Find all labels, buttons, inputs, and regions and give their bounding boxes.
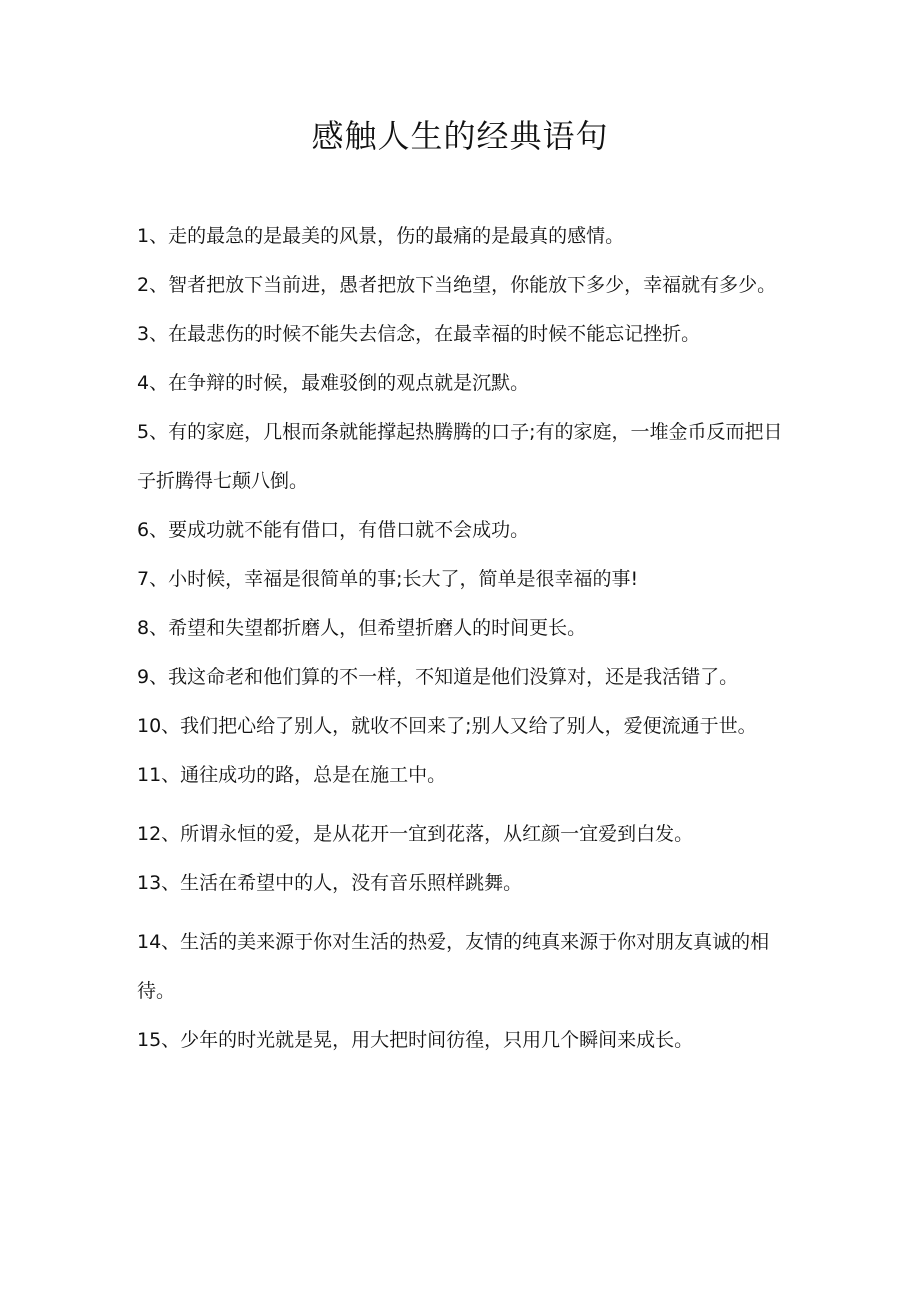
list-item: 2、智者把放下当前进，愚者把放下当绝望，你能放下多少，幸福就有多少。	[137, 274, 777, 296]
list-item: 7、小时候，幸福是很简单的事;长大了，简单是很幸福的事!	[137, 568, 639, 590]
list-item: 14、生活的美来源于你对生活的热爱，友情的纯真来源于你对朋友真诚的相待。	[137, 931, 770, 1002]
list-item: 5、有的家庭，几根而条就能撑起热腾腾的口子;有的家庭，一堆金币反而把日子折腾得七颠八倒。	[137, 421, 783, 492]
quote-list	[137, 212, 787, 1065]
list-item: 6、要成功就不能有借口，有借口就不会成功。	[137, 519, 530, 541]
list-item: 9、我这命老和他们算的不一样，不知道是他们没算对，还是我活错了。	[137, 666, 739, 688]
list-item: 10、我们把心给了别人，就收不回来了;别人又给了别人，爱便流通于世。	[137, 715, 757, 737]
list-item: 12、所谓永恒的爱，是从花开一宜到花落，从红颜一宜爱到白发。	[137, 823, 694, 845]
list-item: 13、生活在希望中的人，没有音乐照样跳舞。	[137, 872, 523, 894]
list-item: 3、在最悲伤的时候不能失去信念，在最幸福的时候不能忘记挫折。	[137, 323, 701, 345]
list-item: 15、少年的时光就是晃，用大把时间彷徨，只用几个瞬间来成长。	[137, 1029, 694, 1051]
list-item: 11、通往成功的路，总是在施工中。	[137, 764, 447, 786]
list-item: 4、在争辩的时候，最难驳倒的观点就是沉默。	[137, 372, 530, 394]
list-item: 1、走的最急的是最美的风景，伤的最痛的是最真的感情。	[137, 225, 625, 247]
list-item: 8、希望和失望都折磨人，但希望折磨人的时间更长。	[137, 617, 587, 639]
page-title: 感触人生的经典语句	[311, 117, 609, 155]
